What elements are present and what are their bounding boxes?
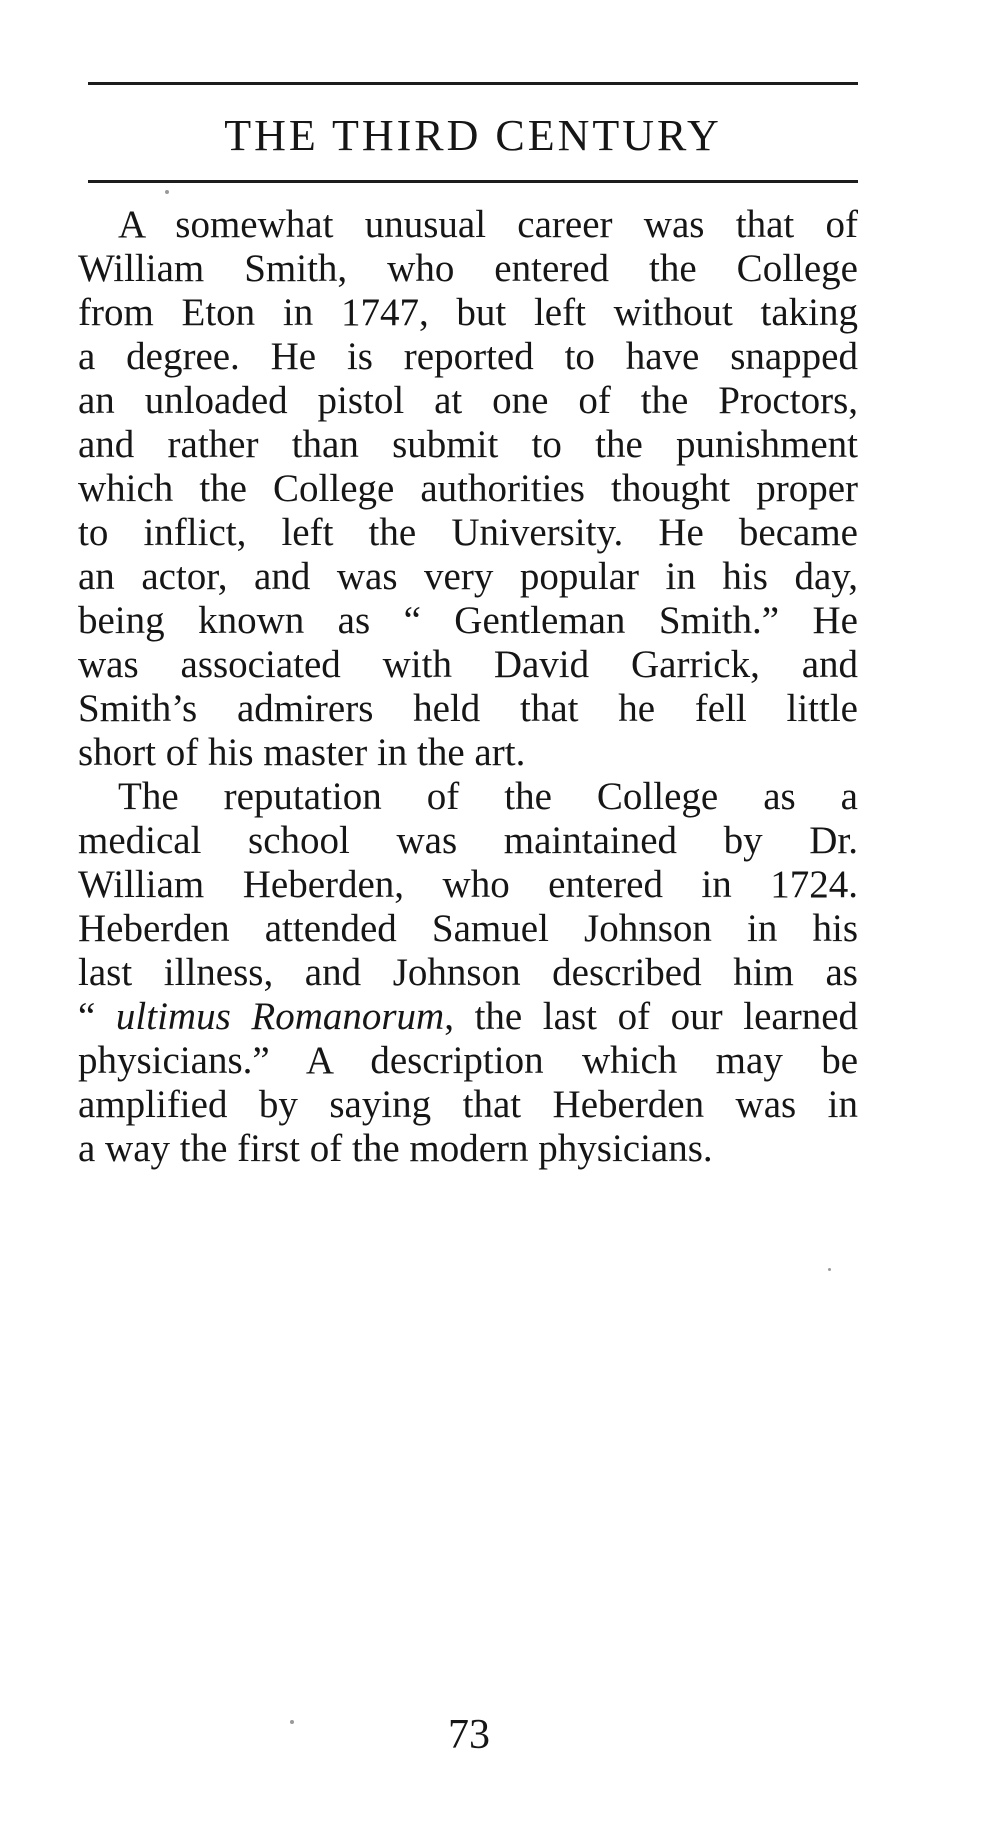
paragraph-1: [78, 203, 858, 775]
page-number: 73: [448, 1712, 490, 1758]
text-line: from Eton in 1747, but left without taking: [78, 291, 858, 334]
quote-open: “: [78, 995, 116, 1038]
text-line: Heberden attended Samuel Johnson in his: [78, 907, 858, 950]
text-line: The reputation of the College as a: [118, 775, 858, 818]
text-line: last illness, and Johnson described him as: [78, 951, 858, 994]
text-line: William Heberden, who entered in 1724.: [78, 863, 858, 906]
header-rule-bottom: [88, 180, 858, 183]
text-line: which the College authorities thought proper: [78, 467, 858, 510]
text-line: being known as “ Gentleman Smith.” He: [78, 599, 858, 642]
text-line: to inflict, left the University. He became: [78, 511, 858, 554]
text-line: Smith’s admirers held that he fell little: [78, 687, 858, 730]
text-line: an unloaded pistol at one of the Proctors,: [78, 379, 858, 422]
text-line-italic-quote: “ ultimus Romanorum, the last of our learned: [78, 995, 859, 1038]
italic-phrase: ultimus Romanorum: [115, 995, 445, 1038]
header-rule-top: [88, 82, 858, 85]
text-line: and rather than submit to the punishment: [78, 423, 858, 466]
text-line: was associated with David Garrick, and: [78, 643, 858, 686]
scan-speck: [165, 190, 169, 194]
body-text: [78, 203, 858, 1171]
text-line: an actor, and was very popular in his day,: [78, 555, 858, 598]
text-line: medical school was maintained by Dr.: [78, 819, 858, 862]
text-line: A somewhat unusual career was that of: [118, 203, 858, 246]
text-line: short of his master in the art.: [78, 731, 526, 774]
scan-speck: [828, 1268, 831, 1271]
scan-speck: [290, 1720, 294, 1724]
line-rest: the last of our learned: [474, 995, 859, 1038]
text-line: a degree. He is reported to have snapped: [78, 335, 858, 378]
text-line: amplified by saying that Heberden was in: [78, 1083, 858, 1126]
text-line: William Smith, who entered the College: [78, 247, 858, 290]
paragraph-2: [78, 775, 858, 1171]
text-line: physicians.” A description which may be: [78, 1039, 858, 1082]
running-head: THE THIRD CENTURY: [224, 111, 722, 160]
text-line: a way the first of the modern physicians.: [78, 1127, 713, 1170]
